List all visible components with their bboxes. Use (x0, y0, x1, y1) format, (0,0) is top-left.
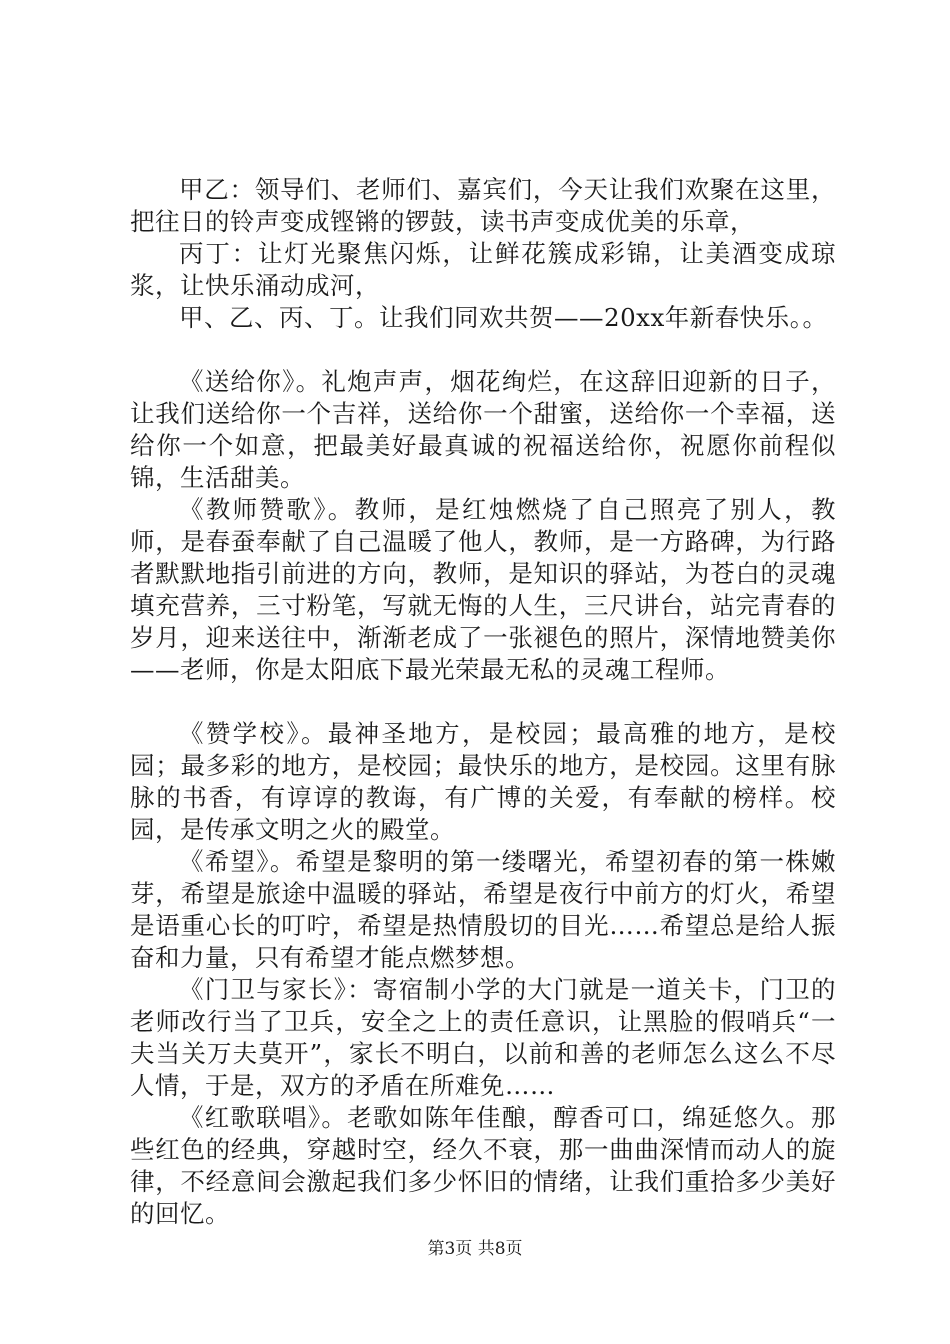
document-body (130, 174, 836, 1230)
paragraph-jiaoshizange: 《教师赞歌》。教师，是红烛燃烧了自己照亮了别人，教师，是春蚕奉献了自己温暖了他人，教师，是一方路碑，为行路者默默地指引前进的方向，教师，是知识的驿站，为苍白的灵魂填充营养，三寸粉笔，写就无悔的人生，三尺讲台，站完青春的岁月，迎来送往中，渐渐老成了一张褪色的照片，深情地赞美你——老师，你是太阳底下最光荣最无私的灵魂工程师。 (130, 495, 836, 684)
paragraph-opening-bingding: 丙丁：让灯光聚焦闪烁，让鲜花簇成彩锦，让美酒变成琼浆，让快乐涌动成河， (130, 239, 836, 300)
paragraph-honggelianchang: 《红歌联唱》。老歌如陈年佳酿，醇香可口，绵延悠久。那些红色的经典，穿越时空，经久不衰，那一曲曲深情而动人的旋律，不经意间会激起我们多少怀旧的情绪，让我们重拾多少美好的回忆。 (130, 1103, 836, 1228)
paragraph-gap (130, 686, 836, 718)
page-number-footer: 第3页 共8页 (427, 1239, 523, 1259)
paragraph-songgeini: 《送给你》。礼炮声声，烟花绚烂，在这辞旧迎新的日子，让我们送给你一个吉祥，送给你一个甜蜜，送给你一个幸福，送给你一个如意，把最美好最真诚的祝福送给你，祝愿你前程似锦，生活甜美。 (130, 367, 836, 492)
paragraph-xiwang: 《希望》。希望是黎明的第一缕曙光，希望初春的第一株嫩芽，希望是旅途中温暖的驿站，希望是夜行中前方的灯火，希望是语重心长的叮咛，希望是热情殷切的目光……希望总是给人振奋和力量，只有希望才能点燃梦想。 (130, 847, 836, 972)
paragraph-gap (130, 334, 836, 366)
paragraph-zanxuexiao: 《赞学校》。最神圣地方，是校园；最高雅的地方，是校园；最多彩的地方，是校园；最快乐的地方，是校园。这里有脉脉的书香，有谆谆的教诲，有广博的关爱，有奉献的榜样。校园，是传承文明之火的殿堂。 (130, 719, 836, 844)
paragraph-opening-all: 甲、乙、丙、丁。让我们同欢共贺——20xx年新春快乐。。 (179, 303, 828, 332)
paragraph-menweiyujiazhang: 《门卫与家长》：寄宿制小学的大门就是一道关卡，门卫的老师改行当了卫兵，安全之上的责任意识，让黑脸的假哨兵“一夫当关万夫莫开”，家长不明白，以前和善的老师怎么这么不尽人情，于是，双方的矛盾在所难免…… (130, 975, 836, 1100)
paragraph-opening-jiayi: 甲乙：领导们、老师们、嘉宾们，今天让我们欢聚在这里，把往日的铃声变成铿锵的锣鼓，读书声变成优美的乐章， (130, 175, 836, 236)
